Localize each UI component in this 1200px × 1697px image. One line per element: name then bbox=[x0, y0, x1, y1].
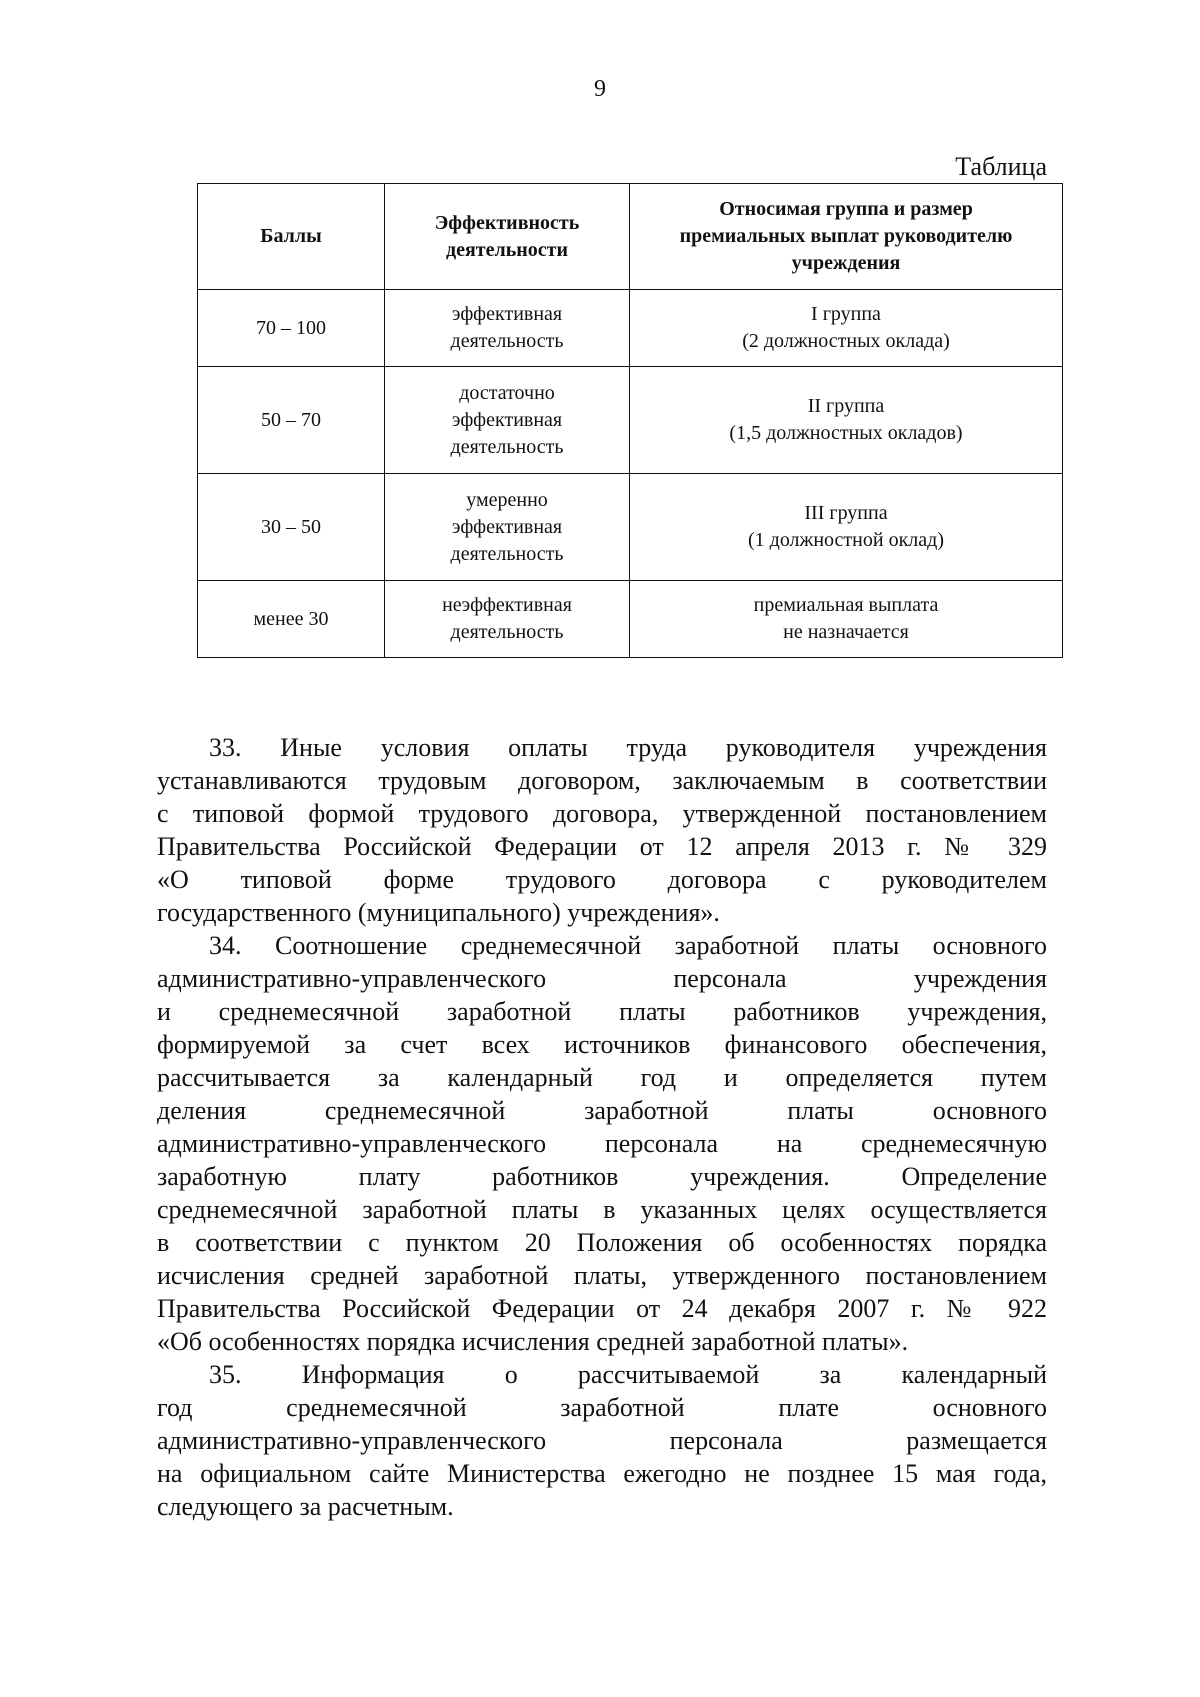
table-row bbox=[198, 474, 1063, 581]
cell-line: достаточно bbox=[459, 381, 555, 404]
text-line: административно-управленческого персонала на среднемесячную bbox=[157, 1129, 1047, 1158]
cell-group bbox=[630, 290, 1063, 367]
text-line: «О типовой форме трудового договора с руководителем bbox=[157, 865, 1047, 894]
text-line: заработную плату работников учреждения. Определение bbox=[157, 1162, 1047, 1191]
text-line: рассчитывается за календарный год и определяется путем bbox=[157, 1063, 1047, 1092]
page-number: 9 bbox=[594, 76, 606, 102]
paragraph-34 bbox=[157, 929, 1047, 1358]
table-row bbox=[198, 290, 1063, 367]
text-line: следующего за расчетным. bbox=[157, 1492, 454, 1521]
header-efficiency-line: деятельности bbox=[445, 238, 569, 261]
header-score bbox=[198, 184, 385, 290]
text-line: Правительства Российской Федерации от 12 апреля 2013 г. № 329 bbox=[157, 832, 1047, 861]
bonus-table bbox=[197, 183, 1063, 658]
cell-efficiency bbox=[385, 474, 630, 581]
cell-line: эффективная bbox=[451, 515, 563, 538]
paragraph-35 bbox=[157, 1358, 1047, 1523]
cell-score bbox=[198, 367, 385, 474]
cell-line: 50 – 70 bbox=[261, 408, 321, 431]
table-header-row bbox=[198, 184, 1063, 290]
header-group-line: учреждения bbox=[791, 252, 901, 274]
table-row bbox=[198, 367, 1063, 474]
cell-line: менее 30 bbox=[253, 607, 329, 630]
cell-line: деятельность bbox=[450, 621, 564, 643]
text-line: с типовой формой трудового договора, утвержденной постановлением bbox=[157, 799, 1047, 828]
cell-line: не назначается bbox=[783, 621, 909, 643]
table-row bbox=[198, 581, 1063, 658]
cell-line: (2 должностных оклада) bbox=[742, 330, 950, 352]
cell-line: 30 – 50 bbox=[261, 515, 321, 538]
cell-line: III группа bbox=[804, 502, 888, 524]
cell-line: деятельность bbox=[450, 330, 564, 352]
text-line: 35. Информация о рассчитываемой за календарный bbox=[209, 1360, 1047, 1389]
cell-line: деятельность bbox=[450, 542, 564, 565]
text-line: среднемесячной заработной платы в указанных целях осуществляется bbox=[157, 1195, 1047, 1224]
text-line: и среднемесячной заработной платы работников учреждения, bbox=[157, 997, 1047, 1026]
text-line: «Об особенностях порядка исчисления средней заработной платы». bbox=[157, 1327, 909, 1356]
cell-group bbox=[630, 367, 1063, 474]
cell-group bbox=[630, 581, 1063, 658]
text-line: деления среднемесячной заработной платы основного bbox=[157, 1096, 1047, 1125]
text-line: 33. Иные условия оплаты труда руководителя учреждения bbox=[209, 733, 1047, 762]
paragraph-33 bbox=[157, 731, 1047, 929]
header-group-line: премиальных выплат руководителю bbox=[679, 225, 1013, 247]
text-line: государственного (муниципального) учреждения». bbox=[157, 898, 720, 927]
cell-line: неэффективная bbox=[442, 594, 572, 616]
cell-line: деятельность bbox=[450, 435, 564, 458]
cell-line: умеренно bbox=[466, 488, 548, 511]
text-line: исчисления средней заработной платы, утвержденного постановлением bbox=[157, 1261, 1047, 1290]
cell-line: премиальная выплата bbox=[753, 594, 939, 616]
cell-line: (1,5 должностных окладов) bbox=[729, 422, 963, 444]
header-efficiency-line: Эффективность bbox=[434, 211, 580, 234]
header-efficiency bbox=[385, 184, 630, 290]
text-line: 34. Соотношение среднемесячной заработной платы основного bbox=[209, 931, 1047, 960]
text-line: устанавливаются трудовым договором, заключаемым в соответствии bbox=[157, 766, 1047, 795]
text-line: год среднемесячной заработной плате основного bbox=[157, 1393, 1047, 1422]
header-group-line: Относимая группа и размер bbox=[719, 198, 973, 220]
cell-efficiency bbox=[385, 581, 630, 658]
cell-efficiency bbox=[385, 367, 630, 474]
text-line: формируемой за счет всех источников финансового обеспечения, bbox=[157, 1030, 1047, 1059]
header-score-line: Баллы bbox=[260, 225, 322, 247]
cell-line: 70 – 100 bbox=[256, 316, 326, 339]
cell-line: эффективная bbox=[451, 303, 563, 325]
cell-line: эффективная bbox=[451, 408, 563, 431]
cell-group bbox=[630, 474, 1063, 581]
text-line: в соответствии с пунктом 20 Положения об особенностях порядка bbox=[157, 1228, 1047, 1257]
text-line: на официальном сайте Министерства ежегодно не позднее 15 мая года, bbox=[157, 1459, 1047, 1488]
text-line: административно-управленческого персонала размещается bbox=[157, 1426, 1047, 1455]
header-group bbox=[630, 184, 1063, 290]
cell-line: I группа bbox=[811, 303, 881, 325]
cell-efficiency bbox=[385, 290, 630, 367]
text-line: Правительства Российской Федерации от 24 декабря 2007 г. № 922 bbox=[157, 1294, 1047, 1323]
cell-line: II группа bbox=[807, 395, 885, 417]
cell-score bbox=[198, 290, 385, 367]
cell-score bbox=[198, 474, 385, 581]
body-text bbox=[157, 731, 1047, 1523]
text-line: административно-управленческого персонала учреждения bbox=[157, 964, 1047, 993]
cell-score bbox=[198, 581, 385, 658]
table-caption: Таблица bbox=[955, 152, 1047, 181]
cell-line: (1 должностной оклад) bbox=[747, 529, 944, 551]
